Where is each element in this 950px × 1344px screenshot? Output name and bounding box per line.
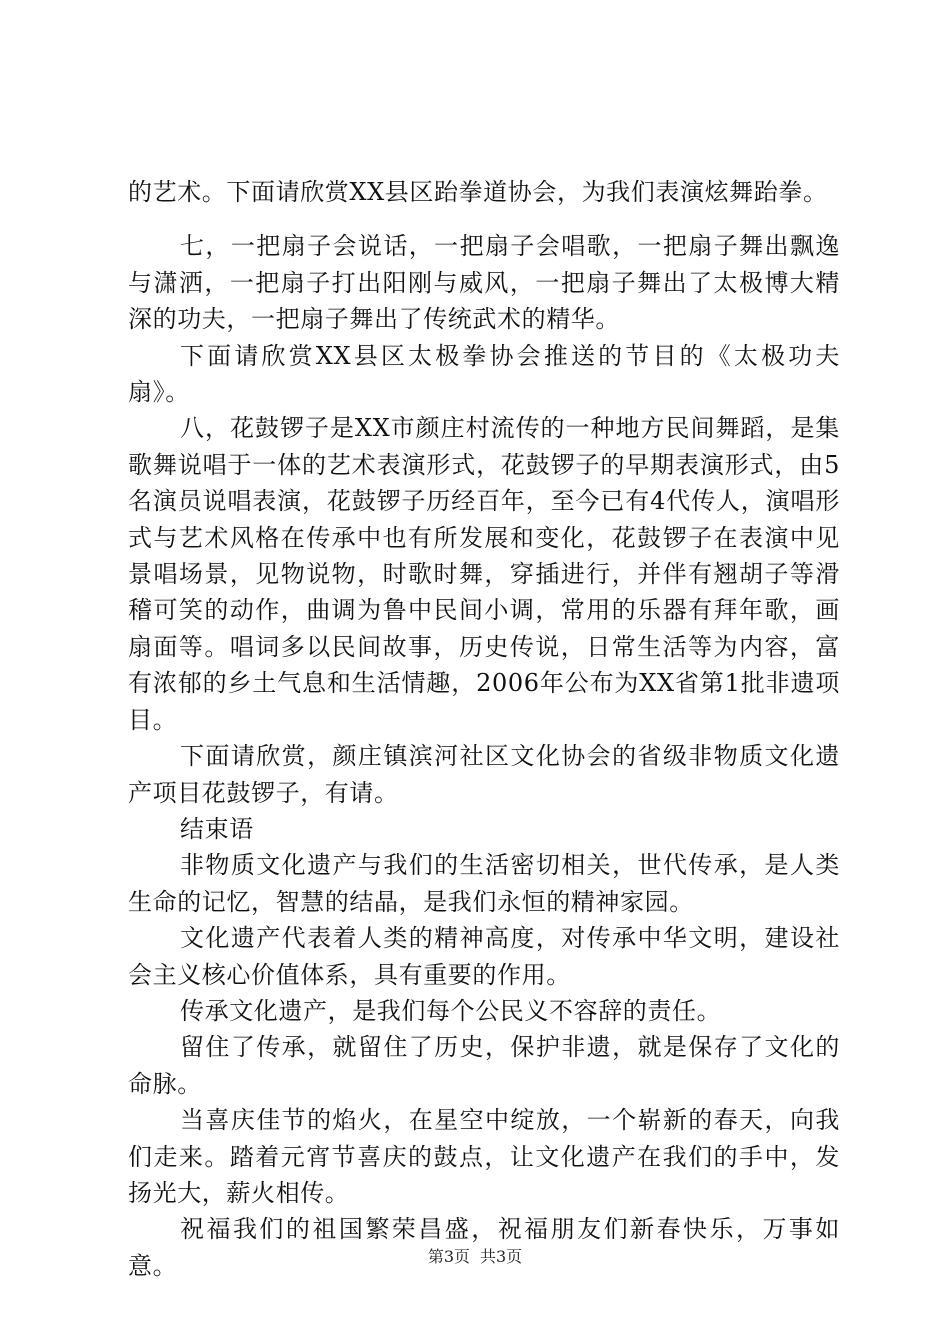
paragraph: 七，一把扇子会说话，一把扇子会唱歌，一把扇子舞出飘逸与潇洒，一把扇子打出阳刚与威风，一把扇子舞出了太极博大精深的功夫，一把扇子舞出了传统武术的精华。 [128,232,840,334]
page-number: 第3页 [427,1247,470,1266]
paragraph: 下面请欣赏XX县区太极拳协会推送的节目的《太极功夫扇》。 [128,341,840,407]
paragraph: 当喜庆佳节的焰火，在星空中绽放，一个崭新的春天，向我们走来。踏着元宵节喜庆的鼓点，让文化遗产在我们的手中，发扬光大，薪火相传。 [128,1106,840,1207]
paragraph: 传承文化遗产，是我们每个公民义不容辞的责任。 [180,996,722,1025]
page-total: 共3页 [480,1247,523,1266]
paragraph: 留住了传承，就留住了历史，保护非遗，就是保存了文化的命脉。 [128,1033,840,1098]
paragraph: 八，花鼓锣子是XX市颜庄村流传的一种地方民间舞蹈，是集歌舞说唱于一体的艺术表演形式，花鼓锣子的早期表演形式，由5名演员说唱表演，花鼓锣子历经百年，至今已有4代传人，演唱形式与艺术风格在传承中也有所发展和变化，花鼓锣子在表演中见景唱场景，见物说物，时歌时舞，穿插进行，并伴有翘胡子等滑稽可笑的动作，曲调为鲁中民间小调，常用的乐器有拜年歌，画扇面等。唱词多以民间故事，历史传说，日常生活等为内容，富有浓郁的乡土气息和生活情趣，2006年公布为XX省第1批非遗项目。 [128,414,840,734]
paragraph: 文化遗产代表着人类的精神高度，对传承中华文明，建设社会主义核心价值体系，具有重要的作用。 [128,924,840,989]
paragraph: 祝福我们的祖国繁荣昌盛，祝福朋友们新春快乐，万事如意。 [128,1215,840,1280]
paragraph: 的艺术。下面请欣赏XX县区跆拳道协会，为我们表演炫舞跆拳。 [128,178,828,206]
section-heading: 结束语 [180,814,254,843]
page-footer [0,1244,950,1267]
paragraph: 非物质文化遗产与我们的生活密切相关，世代传承，是人类生命的记忆，智慧的结晶，是我们永恒的精神家园。 [128,851,840,916]
document-body [128,174,840,1284]
paragraph: 下面请欣赏，颜庄镇滨河社区文化协会的省级非物质文化遗产项目花鼓锣子，有请。 [128,742,840,807]
